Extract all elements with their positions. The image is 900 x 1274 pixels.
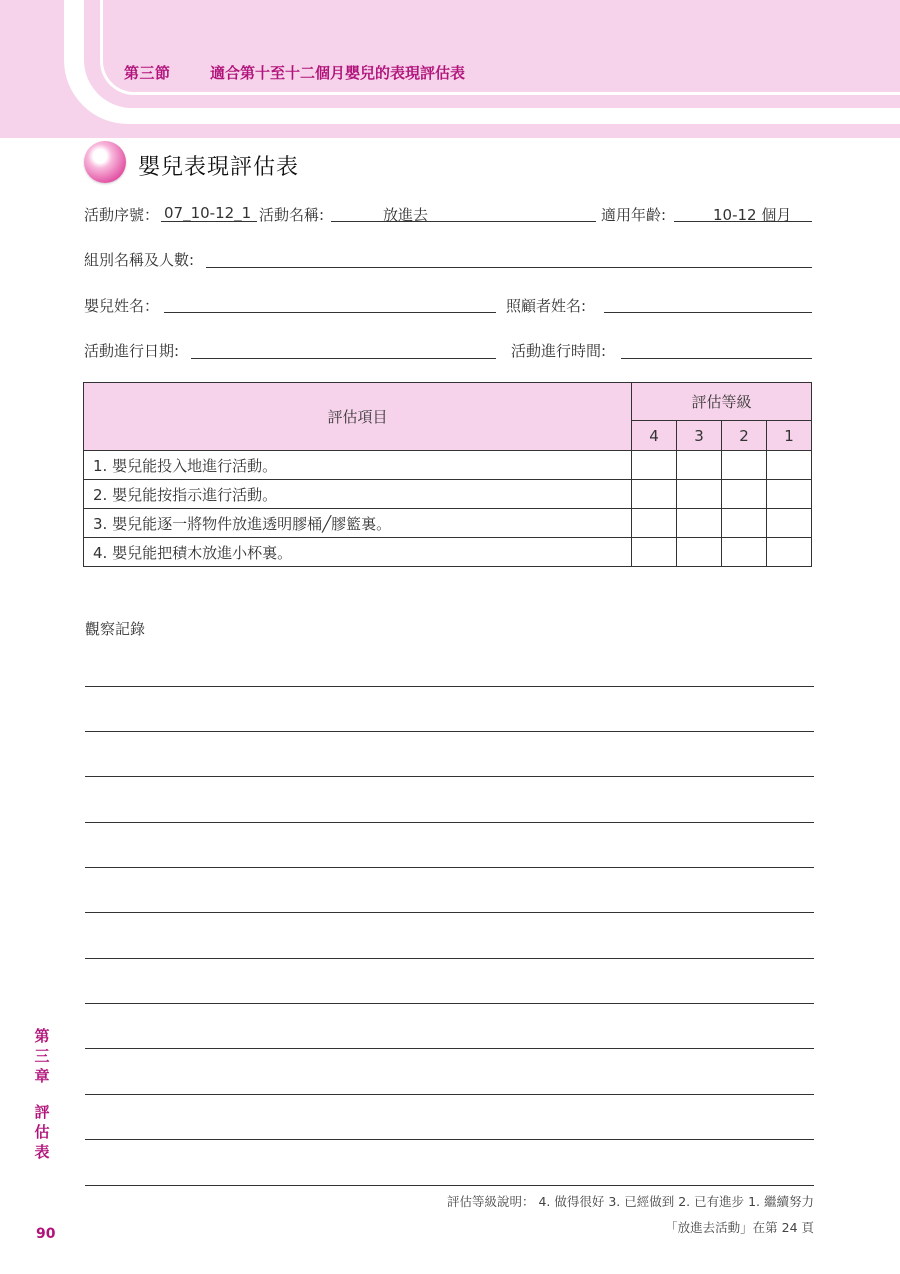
grade-header: 評估等級: [632, 383, 812, 421]
observation-line[interactable]: [85, 1139, 814, 1140]
grade-checkbox[interactable]: [677, 538, 722, 567]
table-row: [84, 480, 812, 509]
observation-line[interactable]: [85, 867, 814, 868]
grade-2-header: 2: [722, 421, 767, 451]
item-text: 1. 嬰兒能投入地進行活動。: [84, 451, 632, 480]
item-text: 2. 嬰兒能按指示進行活動。: [84, 480, 632, 509]
side-char: 評: [34, 1103, 50, 1121]
grade-checkbox[interactable]: [632, 451, 677, 480]
grade-legend: 評估等級說明： 4. 做得很好 3. 已經做到 2. 已有進步 1. 繼續努力: [447, 1194, 814, 1209]
time-line: [621, 358, 812, 359]
grade-checkbox[interactable]: [722, 509, 767, 538]
side-char: 三: [34, 1047, 50, 1065]
observation-line[interactable]: [85, 958, 814, 959]
activity-no-label: 活動序號：: [84, 206, 160, 224]
group-label: 組別名稱及人數:: [84, 251, 195, 269]
table-row: [84, 509, 812, 538]
grade-checkbox[interactable]: [677, 480, 722, 509]
chapter-side-tab: [32, 1026, 52, 1162]
item-header: 評估項目: [84, 383, 632, 451]
grade-1-header: 1: [767, 421, 812, 451]
evaluation-table: [83, 382, 812, 567]
date-label: 活動進行日期:: [84, 342, 180, 360]
infant-name-line: [164, 312, 496, 313]
observation-line[interactable]: [85, 686, 814, 687]
side-char: 表: [34, 1143, 50, 1161]
grade-checkbox[interactable]: [767, 480, 812, 509]
side-char: 章: [34, 1067, 50, 1085]
section-label: 第三節: [124, 64, 171, 82]
grade-checkbox[interactable]: [677, 509, 722, 538]
observation-line[interactable]: [85, 776, 814, 777]
item-text: 4. 嬰兒能把積木放進小杯裏。: [84, 538, 632, 567]
activity-reference: 「放進去活動」在第 24 頁: [665, 1220, 814, 1235]
activity-name-label: 活動名稱:: [259, 206, 325, 224]
side-char: 第: [34, 1027, 50, 1045]
grade-checkbox[interactable]: [632, 509, 677, 538]
item-text: 3. 嬰兒能逐一將物件放進透明膠桶╱膠籃裏。: [84, 509, 632, 538]
page-number: 90: [36, 1226, 56, 1242]
grade-checkbox[interactable]: [722, 451, 767, 480]
observation-line[interactable]: [85, 731, 814, 732]
activity-name-value: 放進去: [383, 206, 429, 224]
table-row: [84, 538, 812, 567]
page-title: 嬰兒表現評估表: [138, 155, 300, 180]
observation-line[interactable]: [85, 1094, 814, 1095]
grade-checkbox[interactable]: [767, 538, 812, 567]
observation-line[interactable]: [85, 1185, 814, 1186]
grade-checkbox[interactable]: [632, 538, 677, 567]
table-row: [84, 451, 812, 480]
observation-line[interactable]: [85, 1048, 814, 1049]
observation-line[interactable]: [85, 1003, 814, 1004]
group-line: [206, 267, 812, 268]
observation-line[interactable]: [85, 822, 814, 823]
grade-checkbox[interactable]: [767, 451, 812, 480]
infant-name-label: 嬰兒姓名：: [84, 297, 160, 315]
pearl-bullet-icon: [84, 141, 126, 183]
age-value: 10-12 個月: [713, 206, 792, 224]
carer-name-label: 照顧者姓名:: [506, 297, 587, 315]
date-line: [191, 358, 496, 359]
age-label: 適用年齡:: [601, 206, 667, 224]
grade-checkbox[interactable]: [767, 509, 812, 538]
side-char: 估: [34, 1123, 50, 1141]
grade-3-header: 3: [677, 421, 722, 451]
section-title: 適合第十至十二個月嬰兒的表現評估表: [210, 64, 466, 82]
grade-checkbox[interactable]: [632, 480, 677, 509]
grade-checkbox[interactable]: [677, 451, 722, 480]
observation-title: 觀察記錄: [85, 620, 146, 638]
carer-name-line: [604, 312, 812, 313]
grade-checkbox[interactable]: [722, 538, 767, 567]
activity-name-line: [331, 221, 596, 222]
time-label: 活動進行時間:: [511, 342, 607, 360]
activity-no-value: 07_10-12_1: [164, 204, 252, 222]
grade-checkbox[interactable]: [722, 480, 767, 509]
observation-line[interactable]: [85, 912, 814, 913]
grade-4-header: 4: [632, 421, 677, 451]
